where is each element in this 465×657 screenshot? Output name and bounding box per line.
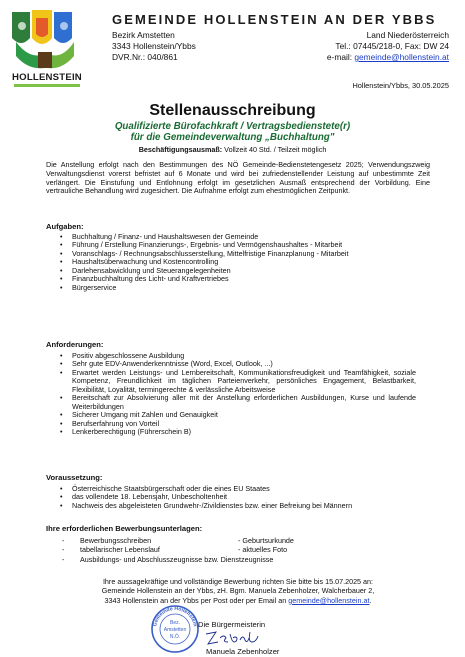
prerequisites-heading: Voraussetzung: (46, 473, 103, 482)
svg-text:N.Ö.: N.Ö. (169, 634, 181, 640)
closing-line3 (46, 596, 430, 605)
document-left: Bewerbungsschreiben (80, 536, 152, 545)
document-right: - Geburtsurkunde (238, 536, 294, 545)
employment-extent-value: Vollzeit 40 Std. / Teilzeit möglich (224, 145, 327, 154)
list-item: • Haushaltsüberwachung und Kostencontrolling (58, 258, 418, 266)
tasks-list (58, 233, 418, 292)
page-title: Stellenausschreibung (149, 102, 316, 119)
list-item: • Buchhaltung / Finanz- und Haushaltswesen der Gemeinde (58, 233, 418, 241)
list-item: • Berufserfahrung von Vorteil (58, 420, 416, 428)
svg-text:Gemeinde Hollenstein: Gemeinde Hollenstein (152, 605, 198, 628)
list-item: - Bewerbungsschreiben - Geburtsurkunde (62, 536, 294, 545)
logo-underline (14, 84, 80, 87)
document-left: tabellarischer Lebenslauf (80, 545, 160, 555)
list-item: - tabellarischer Lebenslauf - aktuelles Foto (62, 545, 288, 555)
header-email-line (327, 52, 449, 63)
documents-heading: Ihre erforderlichen Bewerbungsunterlagen: (46, 524, 203, 533)
employment-extent (0, 145, 465, 154)
position-subtitle-line2: für die Gemeindeverwaltung „Buchhaltung" (130, 132, 335, 143)
logo-text: HOLLENSTEIN (12, 72, 82, 83)
header-state: Land Niederösterreich (366, 30, 449, 40)
list-item: • Österreichische Staatsbürgerschaft oder die eines EU Staates (58, 485, 418, 493)
header-email-link[interactable]: gemeinde@hollenstein.at (354, 52, 449, 62)
list-item: • Lenkerberechtigung (Führerschein B) (58, 428, 416, 436)
closing-line2: Gemeinde Hollenstein an der Ybbs, zH. Bgm. Manuela Zebenholzer, Walcherbauer 2, (101, 586, 375, 596)
tasks-heading: Aufgaben: (46, 222, 84, 231)
document-left: Ausbildungs- und Abschlusszeugnisse bzw. Dienstzeugnisse (80, 554, 274, 564)
position-subtitle-line1: Qualifizierte Bürofachkraft / Vertragsbedienstete(r) (114, 121, 351, 132)
closing-line3-suffix: . (369, 595, 372, 605)
requirements-list (58, 352, 416, 437)
header-phone-fax: Tel.: 07445/218-0, Fax: DW 24 (335, 41, 449, 51)
list-item: - Ausbildungs- und Abschlusszeugnisse bzw. Dienstzeugnisse (62, 554, 274, 564)
requirements-heading: Anforderungen: (46, 340, 104, 349)
signatory-role: Die Bürgermeisterin (198, 620, 266, 629)
list-item: • Finanzbuchhaltung des Licht- und Kraftvertriebes (58, 275, 418, 283)
prerequisites-list (58, 485, 418, 510)
list-item: • Voranschlags- / Rechnungsabschlusserstellung, Mittelfristige Finanzplanung - Mitarbeit (58, 250, 418, 258)
header-district: Bezirk Amstetten (112, 30, 175, 40)
closing-line3-text: 3343 Hollenstein an der Ybbs per Post oder per Email an (104, 595, 287, 605)
list-item: • Positiv abgeschlossene Ausbildung (58, 352, 416, 360)
list-item: • Darlehensabwicklung und Steuerangelegenheiten (58, 267, 418, 275)
intro-paragraph: Die Anstellung erfolgt nach den Bestimmungen des NÖ Gemeinde-Bedienstetengesetz 2025; Verwendungszweig Verwaltungsdienst vorerst befristet auf 6 Monate und wird bei zufriedenstellender Leistung auf unbestimmte Zeit verlängert. Die Einstufung und Entlohnung erfolgt im gesetzlichen Ausmaß entsprechend der Vorbildung. Eine vertrauliche Behandlung wird zugesichert. Die Aufnahme erfolgt zum ehestmöglichen Zeitpunkt. (46, 160, 430, 196)
document-date: Hollenstein/Ybbs, 30.05.2025 (352, 81, 449, 90)
application-instructions (46, 577, 430, 605)
signatory-name: Manuela Zebenholzer (206, 647, 280, 656)
list-item: • Sicherer Umgang mit Zahlen und Genauigkeit (58, 411, 416, 419)
closing-line1: Ihre aussagekräftige und vollständige Bewerbung richten Sie bitte bis 15.07.2025 an: (102, 577, 374, 586)
header-dvr-number: DVR.Nr.: 040/861 (112, 52, 178, 62)
list-item: • Erwartet werden Leistungs- und Lernbereitschaft, Kommunikationsfreudigkeit und Teamfähigkeit, soziale Kompetenz, Freundlichkeit im täglichen Parteienverkehr, persönliches Engagement, Belastbarkeit, Flexibilität, Loyalität, termingerechte & verlässliche Arbeitsweise (58, 369, 416, 394)
list-item: • Bereitschaft zur Absolvierung aller mit der Anstellung erforderlichen Ausbildungen, Kurse und laufende Weiterbildungen (58, 394, 416, 411)
list-item: • Bürgerservice (58, 284, 418, 292)
header-postal-address: 3343 Hollenstein/Ybbs (112, 41, 196, 51)
employment-extent-label: Beschäftigungsausmaß: (138, 145, 223, 154)
municipal-seal (150, 603, 200, 655)
documents-list (62, 536, 402, 564)
document-right: - aktuelles Foto (238, 545, 288, 555)
svg-text:Bez.: Bez. (169, 620, 181, 626)
list-item: • Nachweis des abgeleisteten Grundwehr-/Zivildienstes bzw. einer Befreiung bei Männern (58, 502, 418, 510)
header-email-label: e-mail: (326, 52, 353, 62)
list-item: • Sehr gute EDV-Anwenderkenntnisse (Word, Excel, Outlook, ...) (58, 360, 416, 368)
municipality-logo (8, 8, 86, 90)
svg-text:Amstetten: Amstetten (163, 627, 187, 633)
municipality-name: GEMEINDE HOLLENSTEIN AN DER YBBS (112, 12, 437, 27)
list-item: • das vollendete 18. Lebensjahr, Unbescholtenheit (58, 493, 418, 501)
list-item: • Führung / Erstellung Finanzierungs-, Ergebnis- und Vermögenshaushaltes - Mitarbeit (58, 241, 418, 249)
closing-email-link[interactable]: gemeinde@hollenstein.at (288, 595, 370, 605)
